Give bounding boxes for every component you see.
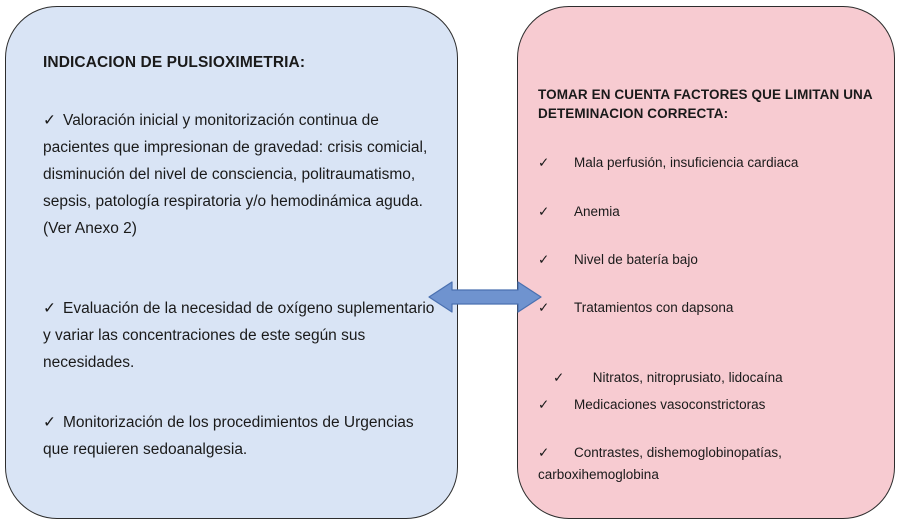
checkmark-icon: ✓	[538, 300, 550, 315]
factor-text: Mala perfusión, insuficiencia cardiaca	[574, 155, 799, 170]
indication-text: Monitorización de los procedimientos de Urgencias que requieren sedoanalgesia.	[43, 414, 414, 458]
indications-panel	[5, 6, 458, 519]
factor-item	[538, 442, 888, 486]
indication-text: Valoración inicial y monitorización continua de pacientes que impresionan de gravedad: crisis comicial, disminución del nivel de consciencia, politraumatismo, sepsis, patología respiratoria y/o hemodinámica aguda. (Ver Anexo 2)	[43, 112, 428, 237]
factor-item	[538, 152, 888, 174]
checkmark-icon: ✓	[538, 155, 550, 170]
limiting-factors-panel	[517, 6, 895, 519]
indication-item	[43, 295, 443, 376]
factor-item	[538, 394, 888, 416]
factor-text: Nivel de batería bajo	[574, 252, 698, 267]
indication-item	[43, 409, 443, 463]
checkmark-icon: ✓	[538, 397, 550, 412]
checkmark-icon: ✓	[538, 204, 550, 219]
checkmark-icon: ✓	[553, 370, 565, 385]
indication-item	[43, 107, 443, 242]
factor-item	[538, 201, 888, 223]
checkmark-icon: ✓	[43, 112, 56, 129]
factor-text: Anemia	[574, 204, 620, 219]
checkmark-icon: ✓	[538, 445, 550, 460]
factor-text: Nitratos, nitroprusiato, lidocaína	[589, 370, 783, 385]
checkmark-icon: ✓	[538, 252, 550, 267]
checkmark-icon: ✓	[43, 300, 56, 317]
factor-text: Medicaciones vasoconstrictoras	[574, 397, 766, 412]
limiting-factors-title: TOMAR EN CUENTA FACTORES QUE LIMITAN UNA DETEMINACION CORRECTA:	[538, 87, 873, 121]
indications-title: INDICACION DE PULSIOXIMETRIA:	[43, 54, 306, 71]
factor-text: Contrastes, dishemoglobinopatías, carboxihemoglobina	[538, 445, 782, 482]
indication-text: Evaluación de la necesidad de oxígeno suplementario y variar las concentraciones de este según sus necesidades.	[43, 300, 435, 371]
factor-text: Tratamientos con dapsona	[574, 300, 734, 315]
double-arrow-icon	[428, 280, 542, 314]
factor-item	[538, 297, 888, 319]
factor-item	[538, 249, 888, 271]
checkmark-icon: ✓	[43, 414, 56, 431]
